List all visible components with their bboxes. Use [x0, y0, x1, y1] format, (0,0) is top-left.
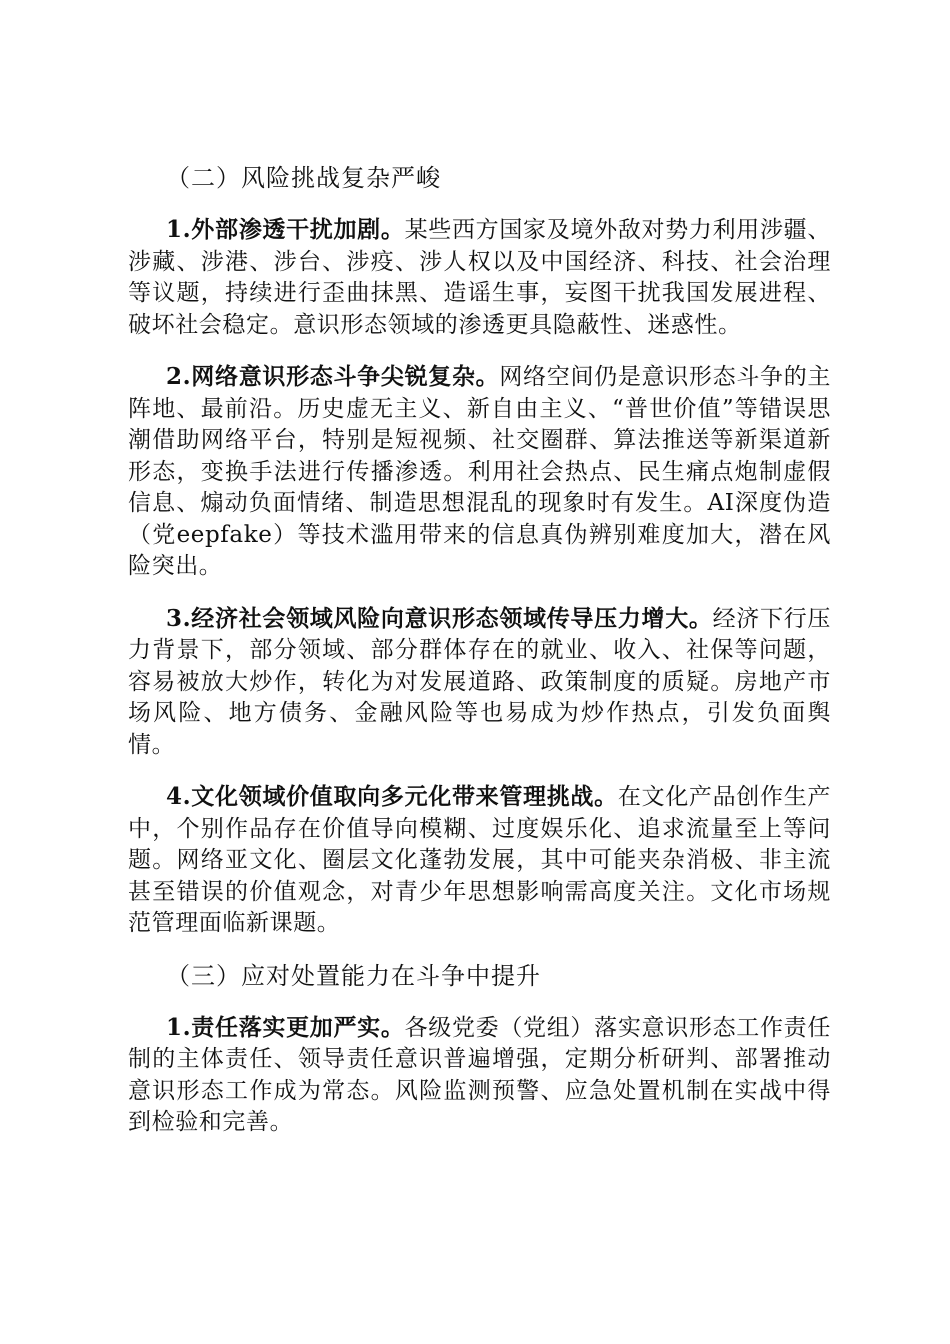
- paragraph-text: 在文化产品创作生产中，个别作品存在价值导向模糊、过度娱乐化、追求流量至上等问题。网络亚文化、圈层文化蓬勃发展，其中可能夹杂消极、非主流甚至错误的价值观念，对青少年思想影响需高度关注。文化市场规范管理面临新课题。: [128, 784, 831, 936]
- section-heading-2: （二）风险挑战复杂严峻: [166, 164, 441, 192]
- paragraph-3-1: [128, 1012, 831, 1139]
- document-body: [128, 162, 831, 1159]
- paragraph-lead: 2.网络意识形态斗争尖锐复杂。: [166, 363, 500, 390]
- paragraph-lead: 1.责任落实更加严实。: [166, 1013, 405, 1041]
- paragraph-2-2: [128, 361, 831, 583]
- paragraph-lead: 1.外部渗透干扰加剧。: [166, 216, 405, 243]
- paragraph-2-3: [128, 603, 831, 762]
- paragraph-lead: 3.经济社会领域风险向意识形态领域传导压力增大。: [166, 604, 713, 632]
- paragraph-text: 某些西方国家及境外敌对势力利用涉疆、涉藏、涉港、涉台、涉疫、涉人权以及中国经济、科技、社会治理等议题，持续进行歪曲抹黑、造谣生事，妄图干扰我国发展进程、破坏社会稳定。意识形态领域的渗透更具隐蔽性、迷惑性。: [128, 217, 831, 338]
- paragraph-text: 网络空间仍是意识形态斗争的主阵地、最前沿。历史虚无主义、新自由主义、“普世价值”等错误思潮借助网络平台，特别是短视频、社交圈群、算法推送等新渠道新形态，变换手法进行传播渗透。利用社会热点、民生痛点炮制虚假信息、煽动负面情绪、制造思想混乱的现象时有发生。AI深度伪造（党eepfake）等技术滥用带来的信息真伪辨别难度加大，潜在风险突出。: [128, 364, 832, 579]
- section-heading-3: （三）应对处置能力在斗争中提升: [166, 961, 541, 990]
- paragraph-text: 经济下行压力背景下，部分领域、部分群体存在的就业、收入、社保等问题，容易被放大炒作，转化为对发展道路、政策制度的质疑。房地产市场风险、地方债务、金融风险等也易成为炒作热点，引发负面舆情。: [128, 605, 831, 758]
- paragraph-2-1: [128, 214, 831, 341]
- paragraph-2-4: [128, 781, 831, 940]
- paragraph-text: 各级党委（党组）落实意识形态工作责任制的主体责任、领导责任意识普遍增强，定期分析研判、部署推动意识形态工作成为常态。风险监测预警、应急处置机制在实战中得到检验和完善。: [128, 1014, 831, 1135]
- paragraph-lead: 4.文化领域价值取向多元化带来管理挑战。: [166, 783, 618, 810]
